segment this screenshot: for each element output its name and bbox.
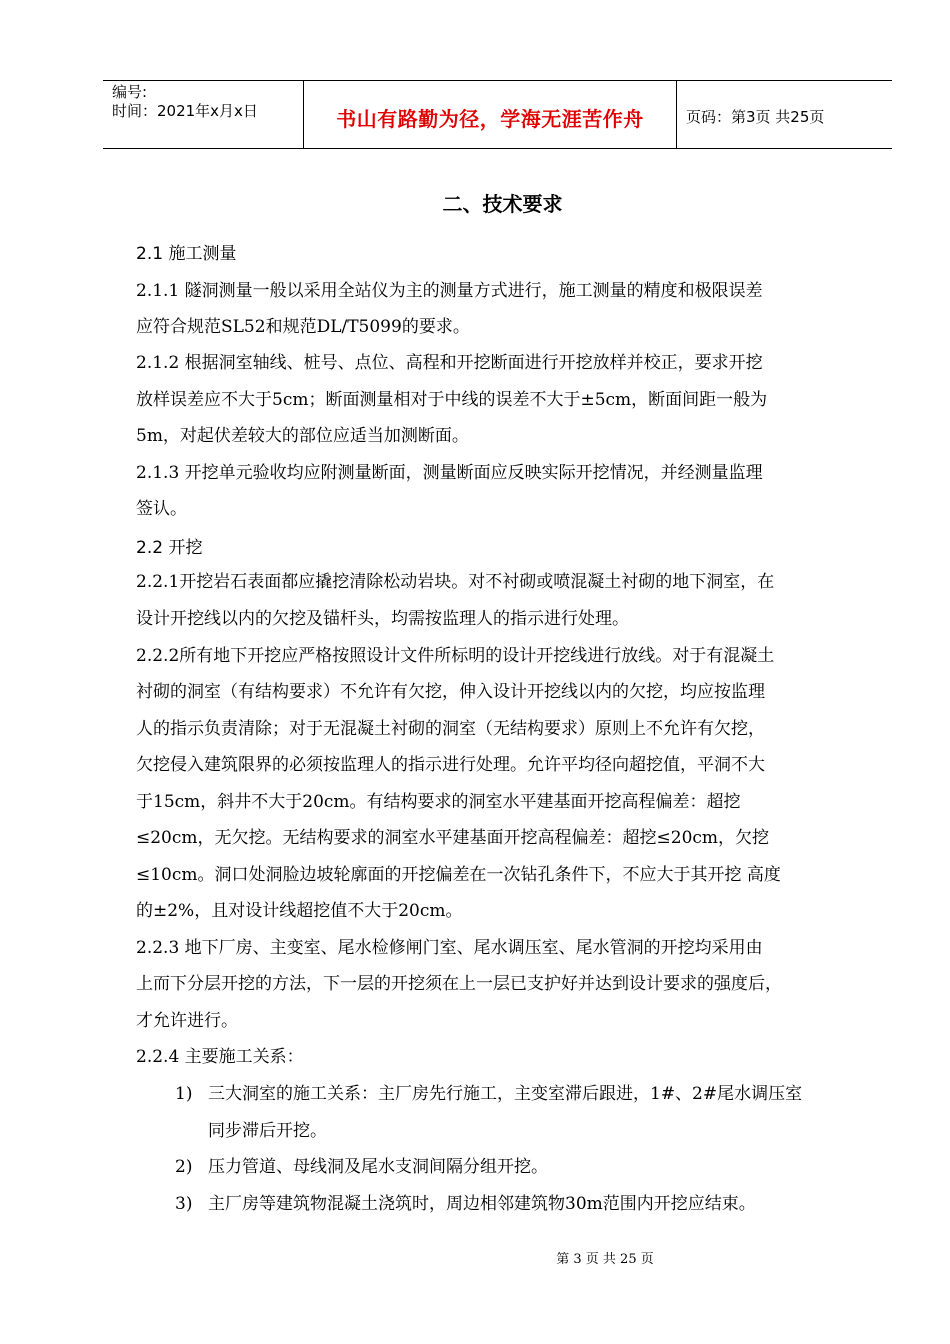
body-line: 2.1.1 隧洞测量一般以采用全站仪为主的测量方式进行，施工测量的精度和极限误差 [136,281,763,301]
header-motto-cell [304,81,677,148]
list-item-continuation: 同步滞后开挖。 [208,1121,327,1141]
body-line: 5m，对起伏差较大的部位应适当加测断面。 [136,426,469,446]
body-line: 2.2.4 主要施工关系： [136,1047,304,1067]
heading-2-2: 2.2 开挖 [136,538,203,558]
body-line: ≤10cm。洞口处洞脸边坡轮廓面的开挖偏差在一次钻孔条件下，不应大于其开挖 高度 [136,865,781,885]
page-info: 页码：第3页 共25页 [686,108,825,126]
body-line: 衬砌的洞室（有结构要求）不允许有欠挖，伸入设计开挖线以内的欠挖，均应按监理 [136,682,765,702]
list-item-number: 1) [175,1084,193,1104]
number-label: 编号: [112,83,148,101]
heading-2-1: 2.1 施工测量 [136,244,237,264]
body-line: ≤20cm，无欠挖。无结构要求的洞室水平建基面开挖高程偏差：超挖≤20cm，欠挖 [136,828,770,848]
body-line: 设计开挖线以内的欠挖及锚杆头，均需按监理人的指示进行处理。 [136,609,629,629]
list-item-number: 3) [175,1194,193,1214]
time-label: 时间：2021年x月x日 [112,102,258,120]
list-item-text: 压力管道、母线洞及尾水支洞间隔分组开挖。 [208,1157,548,1177]
body-line: 2.2.3 地下厂房、主变室、尾水检修闸门室、尾水调压室、尾水管洞的开挖均采用由 [136,938,763,958]
body-line: 2.1.2 根据洞室轴线、桩号、点位、高程和开挖断面进行开挖放样并校正，要求开挖 [136,353,763,373]
header-page-cell [677,81,892,148]
list-item-text: 主厂房等建筑物混凝土浇筑时，周边相邻建筑物30m范围内开挖应结束。 [208,1194,756,1214]
body-line: 上而下分层开挖的方法，下一层的开挖须在上一层已支护好并达到设计要求的强度后， [136,974,782,994]
page-header [103,80,892,149]
body-line: 2.2.1开挖岩石表面都应撬挖清除松动岩块。对不衬砌或喷混凝土衬砌的地下洞室，在 [136,572,775,592]
body-line: 欠挖侵入建筑限界的必须按监理人的指示进行处理。允许平均径向超挖值，平洞不大 [136,755,765,775]
page-footer: 第 3 页 共 25 页 [556,1252,654,1267]
body-line: 应符合规范SL52和规范DL/T5099的要求。 [136,317,470,337]
body-line: 的±2%，且对设计线超挖值不大于20cm。 [136,901,463,921]
body-line: 放样误差应不大于5cm；断面测量相对于中线的误差不大于±5cm，断面间距一般为 [136,390,768,410]
body-line: 于15cm，斜井不大于20cm。有结构要求的洞室水平建基面开挖高程偏差：超挖 [136,792,741,812]
body-line: 人的指示负责清除；对于无混凝土衬砌的洞室（无结构要求）原则上不允许有欠挖， [136,719,765,739]
header-meta-cell [103,81,304,148]
motto-text: 书山有路勤为径，学海无涯苦作舟 [336,107,644,131]
body-line: 2.2.2所有地下开挖应严格按照设计文件所标明的设计开挖线进行放线。对于有混凝土 [136,646,775,666]
body-line: 签认。 [136,499,187,519]
body-line: 才允许进行。 [136,1011,238,1031]
list-item-number: 2) [175,1157,193,1177]
body-line: 2.1.3 开挖单元验收均应附测量断面，测量断面应反映实际开挖情况，并经测量监理 [136,463,763,483]
list-item-text: 三大洞室的施工关系：主厂房先行施工，主变室滞后跟进，1#、2#尾水调压室 [208,1084,803,1104]
section-title: 二、技术要求 [442,192,563,216]
